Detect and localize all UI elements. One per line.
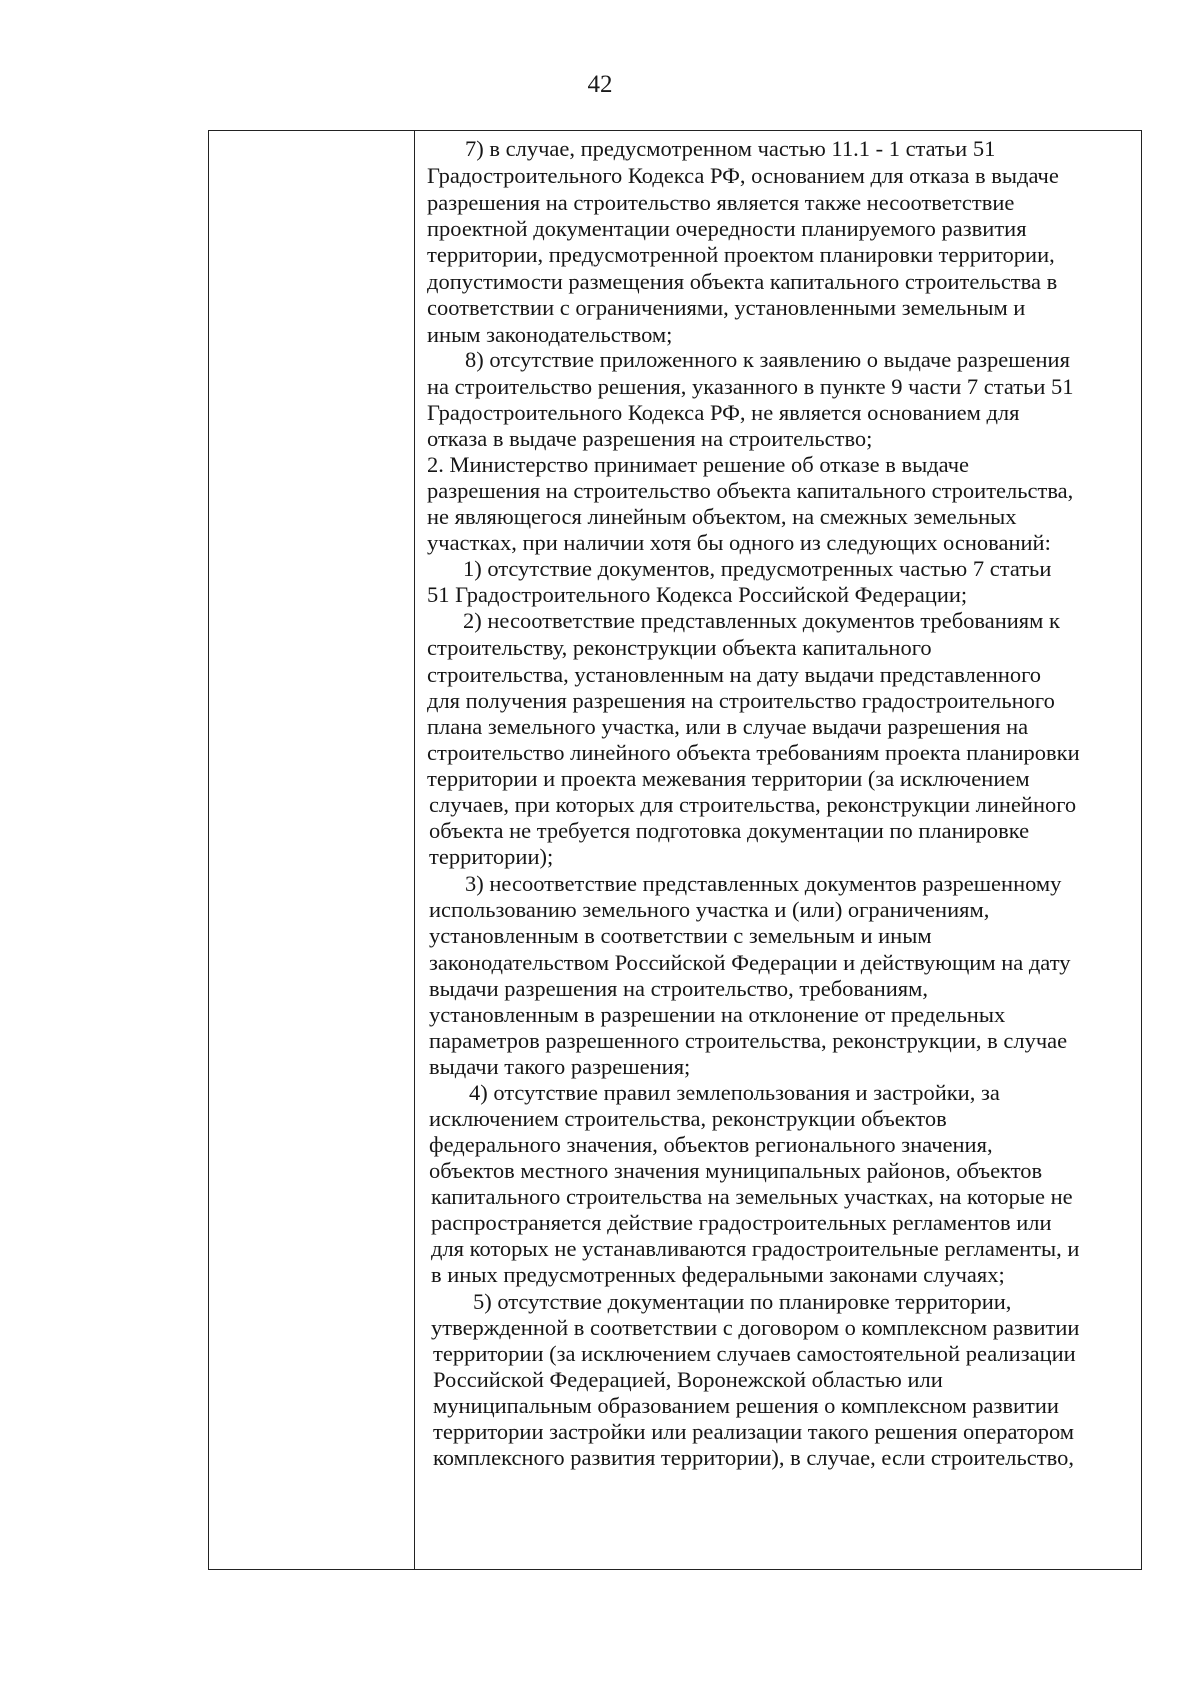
document-table — [208, 130, 1142, 1570]
text-line: федерального значения, объектов регионального значения, — [429, 1132, 993, 1157]
text-line: установленным в соответствии с земельным и иным — [429, 923, 932, 948]
text-line: законодательством Российской Федерации и действующим на дату — [429, 950, 1071, 975]
text-line: комплексного развития территории), в случае, если строительство, — [433, 1445, 1074, 1470]
text-line: для которых не устанавливаются градостроительные регламенты, и — [431, 1236, 1080, 1261]
text-line: 51 Градостроительного Кодекса Российской Федерации; — [427, 582, 968, 607]
text-line: допустимости размещения объекта капитального строительства в — [427, 269, 1058, 294]
text-line: плана земельного участка, или в случае выдачи разрешения на — [427, 714, 1029, 739]
text-line: установленным в разрешении на отклонение от предельных — [429, 1002, 1006, 1027]
text-line: муниципальным образованием решения о комплексном развитии — [433, 1393, 1059, 1418]
text-line: исключением строительства, реконструкции объектов — [429, 1106, 947, 1131]
text-line: распространяется действие градостроительных регламентов или — [431, 1210, 1052, 1235]
table-right-cell — [415, 131, 1141, 1569]
text-line: Градостроительного Кодекса РФ, основанием для отказа в выдаче — [427, 163, 1059, 188]
text-line: территории (за исключением случаев самостоятельной реализации — [433, 1341, 1076, 1366]
text-line: 3) несоответствие представленных документов разрешенному — [465, 871, 1062, 896]
text-line: не являющегося линейным объектом, на смежных земельных — [427, 504, 1017, 529]
table-left-cell — [209, 131, 415, 1569]
text-line: территории и проекта межевания территории (за исключением — [427, 766, 1030, 791]
text-line: 4) отсутствие правил землепользования и застройки, за — [469, 1080, 1000, 1105]
text-line: параметров разрешенного строительства, реконструкции, в случае — [429, 1028, 1068, 1053]
text-line: использованию земельного участка и (или) ограничениям, — [429, 897, 990, 922]
text-line: разрешения на строительство является также несоответствие — [427, 190, 1015, 215]
text-line: объектов местного значения муниципальных районов, объектов — [429, 1158, 1043, 1183]
text-line: территории); — [429, 844, 554, 869]
text-line: строительству, реконструкции объекта капитального — [427, 635, 932, 660]
text-line: 2) несоответствие представленных документов требованиям к — [463, 608, 1060, 633]
text-line: территории, предусмотренной проектом планировки территории, — [427, 242, 1055, 267]
text-line: капитального строительства на земельных участках, на которые не — [431, 1184, 1073, 1209]
text-line: выдачи такого разрешения; — [429, 1054, 691, 1079]
text-line: объекта не требуется подготовка документации по планировке — [429, 818, 1030, 843]
text-line: отказа в выдаче разрешения на строительство; — [427, 426, 873, 451]
text-line: выдачи разрешения на строительство, требованиям, — [429, 976, 929, 1001]
text-line: проектной документации очередности планируемого развития — [427, 216, 1027, 241]
text-line: утвержденной в соответствии с договором о комплексном развитии — [431, 1315, 1080, 1340]
text-line: разрешения на строительство объекта капитального строительства, — [427, 478, 1074, 503]
text-line: 8) отсутствие приложенного к заявлению о выдаче разрешения — [465, 347, 1070, 372]
text-line: 7) в случае, предусмотренном частью 11.1 - 1 статьи 51 — [465, 136, 996, 161]
text-line: 5) отсутствие документации по планировке территории, — [473, 1289, 1012, 1314]
text-line: строительство линейного объекта требованиям проекта планировки — [427, 740, 1080, 765]
text-line: Градостроительного Кодекса РФ, не является основанием для — [427, 400, 1020, 425]
text-line: территории застройки или реализации такого решения оператором — [433, 1419, 1075, 1444]
text-line: в иных предусмотренных федеральными законами случаях; — [431, 1262, 1005, 1287]
text-line: случаев, при которых для строительства, реконструкции линейного — [429, 792, 1077, 817]
page-number: 42 — [587, 71, 613, 98]
text-line: 2. Министерство принимает решение об отказе в выдаче — [427, 452, 970, 477]
text-line: иным законодательством; — [427, 322, 673, 347]
text-line: участках, при наличии хотя бы одного из следующих оснований: — [427, 530, 1051, 555]
text-line: строительства, установленным на дату выдачи представленного — [427, 662, 1042, 687]
text-line: соответствии с ограничениями, установленными земельным и — [427, 295, 1026, 320]
text-line: 1) отсутствие документов, предусмотренных частью 7 статьи — [463, 556, 1052, 581]
text-line: Российской Федерацией, Воронежской областью или — [433, 1367, 943, 1392]
text-line: для получения разрешения на строительство градостроительного — [427, 688, 1055, 713]
text-line: на строительство решения, указанного в пункте 9 части 7 статьи 51 — [427, 374, 1074, 399]
